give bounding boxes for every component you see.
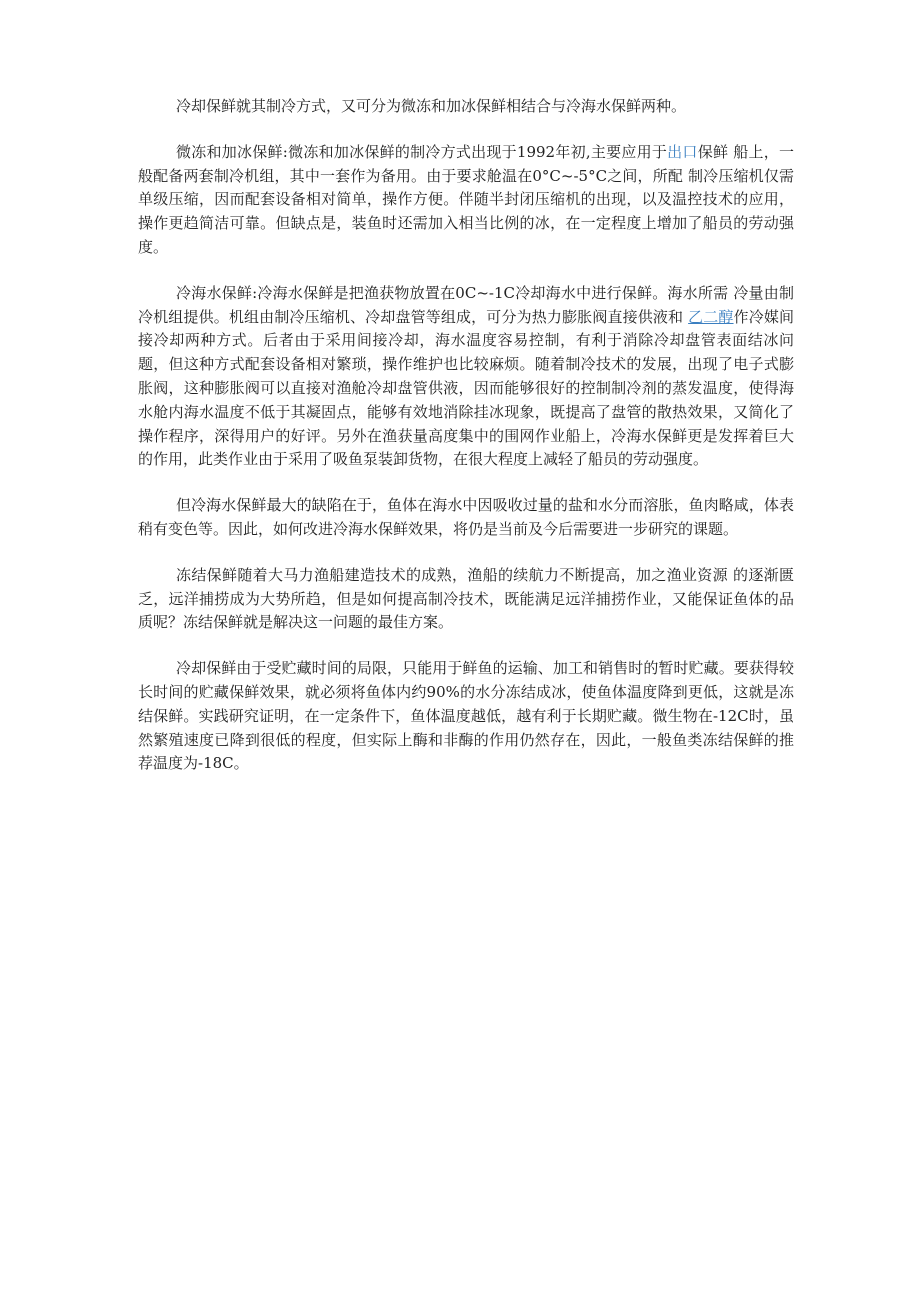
paragraph-frozen-preservation: 冻结保鲜随着大马力渔船建造技术的成熟，渔船的续航力不断提高，加之渔业资源 的逐渐匮乏，远洋捕捞成为大势所趋，但是如何提高制冷技术，既能满足远洋捕捞作业，又能保证鱼体的品质呢？冻结保鲜就是解决这一问题的最佳方案。 xyxy=(138,565,794,632)
paragraph-text: 保鲜 船上，一般配备两套制冷机组，其中一套作为备用。由于要求舱温在0°C~-5°C之间，所配 制冷压缩机仅需单级压缩，因而配套设备相对简单，操作方便。伴随半封闭压缩机的出现，以及温控技术的应用，操作更趋简洁可靠。但缺点是，装鱼时还需加入相当比例的冰，在一定程度上增加了船员的劳动强度。 xyxy=(138,142,794,256)
paragraph-intro: 冷却保鲜就其制冷方式，又可分为微冻和加冰保鲜相结合与冷海水保鲜两种。 xyxy=(176,97,687,115)
link-ethylene-glycol[interactable]: 乙二醇 xyxy=(688,307,734,326)
paragraph-storage-temperature: 冷却保鲜由于受贮藏时间的局限，只能用于鲜鱼的运输、加工和销售时的暂时贮藏。要获得较长时间的贮藏保鲜效果，就必须将鱼体内约90%的水分冻结成冰，使鱼体温度降到更低，这就是冻结保鲜。实践研究证明，在一定条件下，鱼体温度越低，越有利于长期贮藏。微生物在-12C时，虽然繁殖速度已降到很低的程度，但实际上酶和非酶的作用仍然存在，因此，一般鱼类冻结保鲜的推荐温度为-18C。 xyxy=(138,659,794,773)
link-export[interactable]: 出口 xyxy=(667,142,698,161)
document-body xyxy=(138,95,794,798)
paragraph-text: 作冷媒间接冷却两种方式。后者由于采用间接冷却，海水温度容易控制，有利于消除冷却盘管表面结冰问题，但这种方式配套设备相对繁琐，操作维护也比较麻烦。随着制冷技术的发展，出现了电子式膨胀阀，这种膨胀阀可以直接对渔舱冷却盘管供液，因而能够很好的控制制冷剂的蒸发温度，使得海水舱内海水温度不低于其凝固点，能够有效地消除挂冰现象，既提高了盘管的散热效果，又简化了操作程序，深得用户的好评。另外在渔获量高度集中的围网作业船上，冷海水保鲜更是发挥着巨大的作用，此类作业由于采用了吸鱼泵装卸货物，在很大程度上减轻了船员的劳动强度。 xyxy=(138,307,794,469)
paragraph-microfreezing xyxy=(138,141,794,260)
paragraph-text: 微冻和加冰保鲜:微冻和加冰保鲜的制冷方式出现于1992年初,主要应用于 xyxy=(176,142,668,161)
paragraph-chilled-seawater xyxy=(138,282,794,472)
paragraph-drawbacks: 但冷海水保鲜最大的缺陷在于，鱼体在海水中因吸收过量的盐和水分而溶胀，鱼肉略咸，体表稍有变色等。因此，如何改进冷海水保鲜效果，将仍是当前及今后需要进一步研究的课题。 xyxy=(138,496,794,538)
paragraph-text: 冷海水保鲜:冷海水保鲜是把渔获物放置在0C~-1C冷却海水中进行保鲜。海水所需 冷量由制冷机组提供。机组由制冷压缩机、冷却盘管等组成，可分为热力膨胀阀直接供液和 xyxy=(138,283,794,326)
